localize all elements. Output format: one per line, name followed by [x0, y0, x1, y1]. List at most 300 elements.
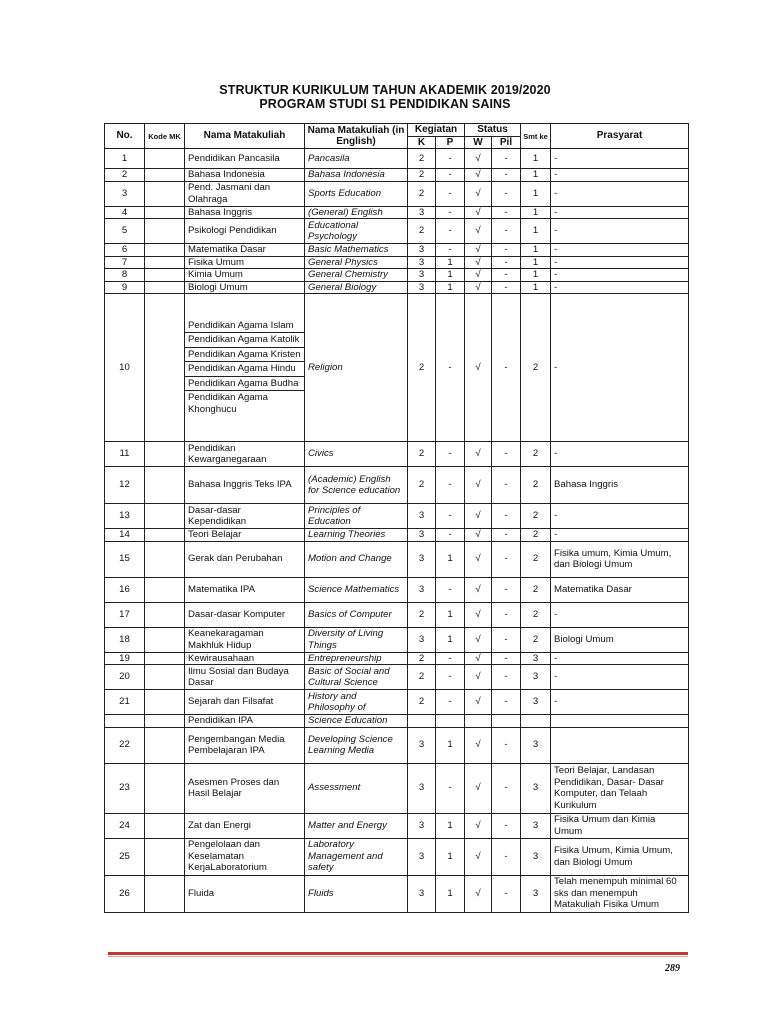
course-name-line: Biologi Umum — [188, 281, 248, 293]
curriculum-table — [104, 123, 689, 913]
status-pil: - — [492, 690, 521, 715]
course-code — [145, 627, 185, 652]
row-number: 26 — [105, 875, 145, 912]
credit-k: 2 — [408, 652, 436, 665]
status-pil: - — [492, 442, 521, 467]
status-w: √ — [465, 269, 492, 282]
course-name-english: Basic Mathematics — [305, 244, 408, 257]
course-code — [145, 763, 185, 813]
status-pil: - — [492, 149, 521, 169]
credit-k: 3 — [408, 838, 436, 875]
course-code — [145, 244, 185, 257]
semester: 3 — [521, 665, 551, 690]
course-name — [185, 838, 305, 875]
course-name-line: Psikologi Pendidikan — [188, 225, 277, 237]
credit-p: - — [436, 206, 465, 219]
semester: 2 — [521, 541, 551, 577]
footer-divider — [108, 952, 688, 955]
course-name-english: Pancasila — [305, 149, 408, 169]
semester: 3 — [521, 690, 551, 715]
status-pil: - — [492, 181, 521, 206]
prerequisite: Fisika Umum dan Kimia Umum — [551, 813, 689, 838]
header-kode-mk: Kode MK — [145, 124, 185, 149]
course-code — [145, 206, 185, 219]
course-name-english: Basic of Social and Cultural Science — [305, 665, 408, 690]
status-w: √ — [465, 541, 492, 577]
course-name-english: General Biology — [305, 281, 408, 294]
course-name-line: Pendidikan Pancasila — [188, 152, 280, 164]
prerequisite: - — [551, 504, 689, 529]
credit-p: - — [436, 294, 465, 442]
course-code — [145, 504, 185, 529]
course-name — [185, 281, 305, 294]
status-pil: - — [492, 206, 521, 219]
course-name-line: Bahasa Indonesia — [188, 169, 265, 180]
status-pil: - — [492, 169, 521, 182]
semester: 3 — [521, 763, 551, 813]
credit-k: 3 — [408, 727, 436, 763]
row-number: 5 — [105, 219, 145, 244]
table-row — [105, 169, 689, 182]
course-name — [185, 763, 305, 813]
table-row — [105, 602, 689, 627]
course-code — [145, 281, 185, 294]
status-w: √ — [465, 169, 492, 182]
course-name-line: Pendidikan Agama Katolik — [185, 333, 305, 348]
credit-p: 1 — [436, 256, 465, 269]
status-pil: - — [492, 244, 521, 257]
status-w: √ — [465, 442, 492, 467]
status-w: √ — [465, 206, 492, 219]
course-name-line: Pendidikan Agama Islam — [185, 319, 305, 334]
table-row — [105, 281, 689, 294]
course-name-english: Learning Theories — [305, 529, 408, 542]
prerequisite: Matematika Dasar — [551, 577, 689, 602]
course-name-line: Pendidikan Agama Khonghucu — [188, 392, 269, 415]
row-number: 20 — [105, 665, 145, 690]
semester: 2 — [521, 467, 551, 504]
course-name — [185, 467, 305, 504]
prerequisite: - — [551, 269, 689, 282]
semester: 3 — [521, 652, 551, 665]
header-no: No. — [105, 124, 145, 149]
course-name — [185, 690, 305, 715]
semester: 2 — [521, 602, 551, 627]
course-code — [145, 294, 185, 442]
course-name — [185, 602, 305, 627]
prerequisite: Biologi Umum — [551, 627, 689, 652]
course-name-english: Sports Education — [305, 181, 408, 206]
credit-p: - — [436, 219, 465, 244]
credit-p: 1 — [436, 541, 465, 577]
course-code — [145, 602, 185, 627]
status-w: √ — [465, 652, 492, 665]
status-pil — [492, 715, 521, 728]
header-prasyarat: Prasyarat — [551, 124, 689, 149]
course-name-line: Kewirausahaan — [188, 652, 255, 664]
course-code — [145, 169, 185, 182]
credit-k: 2 — [408, 665, 436, 690]
credit-k: 3 — [408, 577, 436, 602]
course-code — [145, 813, 185, 838]
course-name-english: Motion and Change — [305, 541, 408, 577]
status-w: √ — [465, 665, 492, 690]
course-name-line: Dasar-dasar Kependidikan — [188, 504, 247, 527]
course-name — [185, 169, 305, 182]
prerequisite: - — [551, 181, 689, 206]
course-name-line: Sejarah dan Filsafat — [188, 696, 274, 708]
status-pil: - — [492, 652, 521, 665]
course-name — [185, 665, 305, 690]
table-row — [105, 652, 689, 665]
status-w: √ — [465, 813, 492, 838]
row-number: 23 — [105, 763, 145, 813]
status-w: √ — [465, 602, 492, 627]
prerequisite: - — [551, 281, 689, 294]
status-w: √ — [465, 281, 492, 294]
document-subtitle: PROGRAM STUDI S1 PENDIDIKAN SAINS — [259, 97, 511, 111]
course-code — [145, 149, 185, 169]
credit-p: - — [436, 665, 465, 690]
credit-k: 2 — [408, 149, 436, 169]
row-number: 17 — [105, 602, 145, 627]
semester: 1 — [521, 206, 551, 219]
credit-k: 2 — [408, 602, 436, 627]
course-name-line: Pendidikan Agama Hindu — [185, 362, 305, 377]
credit-p: - — [436, 529, 465, 542]
course-name — [185, 652, 305, 665]
status-w: √ — [465, 256, 492, 269]
course-name-english: Bahasa Indonesia — [305, 169, 408, 182]
course-name-line: Asesmen Proses dan Hasil Belajar — [188, 776, 280, 799]
course-name-line: Zat dan Energi — [188, 819, 251, 831]
course-name-line: Teori Belajar — [188, 529, 242, 540]
table-row — [105, 763, 689, 813]
semester: 3 — [521, 875, 551, 912]
prerequisite: - — [551, 206, 689, 219]
status-pil: - — [492, 219, 521, 244]
table-body — [105, 149, 689, 913]
semester: 1 — [521, 219, 551, 244]
table-row — [105, 181, 689, 206]
course-name — [185, 529, 305, 542]
semester: 1 — [521, 244, 551, 257]
course-name-english: Assessment — [305, 763, 408, 813]
table-row — [105, 813, 689, 838]
status-pil: - — [492, 763, 521, 813]
course-code — [145, 541, 185, 577]
prerequisite: - — [551, 652, 689, 665]
prerequisite: Bahasa Inggris — [551, 467, 689, 504]
course-name-line: Fisika Umum — [188, 256, 244, 268]
credit-p — [436, 715, 465, 728]
course-name-english: Religion — [305, 294, 408, 442]
status-w: √ — [465, 219, 492, 244]
credit-k: 2 — [408, 442, 436, 467]
status-pil: - — [492, 269, 521, 282]
course-name — [185, 219, 305, 244]
course-name — [185, 577, 305, 602]
status-w: √ — [465, 875, 492, 912]
course-name — [185, 715, 305, 728]
row-number: 25 — [105, 838, 145, 875]
credit-k: 3 — [408, 244, 436, 257]
course-name-english: (Academic) English for Science education — [305, 467, 408, 504]
row-number: 22 — [105, 727, 145, 763]
table-row — [105, 219, 689, 244]
table-row — [105, 206, 689, 219]
course-code — [145, 529, 185, 542]
course-name-english: Diversity of Living Things — [305, 627, 408, 652]
credit-p: 1 — [436, 838, 465, 875]
credit-k: 3 — [408, 256, 436, 269]
credit-p: - — [436, 181, 465, 206]
course-name — [185, 181, 305, 206]
credit-p: 1 — [436, 727, 465, 763]
credit-k: 3 — [408, 541, 436, 577]
prerequisite: - — [551, 244, 689, 257]
credit-k: 3 — [408, 529, 436, 542]
status-pil: - — [492, 504, 521, 529]
table-row — [105, 294, 689, 442]
status-pil: - — [492, 875, 521, 912]
header-status: Status — [465, 124, 521, 137]
table-row — [105, 541, 689, 577]
credit-k: 3 — [408, 763, 436, 813]
semester: 2 — [521, 294, 551, 442]
course-name-line: Pendidikan Agama Budha — [185, 377, 305, 392]
course-code — [145, 442, 185, 467]
credit-p: - — [436, 690, 465, 715]
course-name-english: General Physics — [305, 256, 408, 269]
row-number: 1 — [105, 149, 145, 169]
course-code — [145, 181, 185, 206]
table-row — [105, 467, 689, 504]
table-row — [105, 244, 689, 257]
credit-k: 3 — [408, 875, 436, 912]
status-pil: - — [492, 577, 521, 602]
table-row — [105, 627, 689, 652]
prerequisite: - — [551, 149, 689, 169]
course-name-line: Pend. Jasmani dan Olahraga — [188, 182, 271, 205]
credit-p: - — [436, 169, 465, 182]
course-name-line: Kimia Umum — [188, 269, 243, 280]
course-code — [145, 467, 185, 504]
course-name — [185, 504, 305, 529]
prerequisite: - — [551, 529, 689, 542]
course-code — [145, 652, 185, 665]
course-name — [185, 627, 305, 652]
prerequisite: Fisika umum, Kimia Umum, dan Biologi Umum — [551, 541, 689, 577]
row-number: 21 — [105, 690, 145, 715]
course-name — [185, 442, 305, 467]
row-number: 18 — [105, 627, 145, 652]
row-number: 19 — [105, 652, 145, 665]
course-code — [145, 690, 185, 715]
credit-k: 3 — [408, 627, 436, 652]
semester — [521, 715, 551, 728]
semester: 2 — [521, 529, 551, 542]
credit-p: - — [436, 244, 465, 257]
semester: 3 — [521, 813, 551, 838]
status-pil: - — [492, 529, 521, 542]
semester: 1 — [521, 269, 551, 282]
row-number: 16 — [105, 577, 145, 602]
status-pil: - — [492, 541, 521, 577]
row-number: 9 — [105, 281, 145, 294]
course-code — [145, 715, 185, 728]
course-code — [145, 269, 185, 282]
status-w: √ — [465, 763, 492, 813]
table-row — [105, 256, 689, 269]
credit-k: 2 — [408, 294, 436, 442]
course-name-english: General Chemistry — [305, 269, 408, 282]
prerequisite: - — [551, 294, 689, 442]
page-number: 289 — [665, 963, 680, 974]
status-w: √ — [465, 690, 492, 715]
credit-k: 3 — [408, 269, 436, 282]
prerequisite: - — [551, 442, 689, 467]
status-pil: - — [492, 627, 521, 652]
course-name — [185, 541, 305, 577]
header-k: K — [408, 136, 436, 149]
course-name-english: (General) English — [305, 206, 408, 219]
course-name-english: Basics of Computer — [305, 602, 408, 627]
status-pil: - — [492, 467, 521, 504]
credit-p: 1 — [436, 875, 465, 912]
credit-k: 2 — [408, 467, 436, 504]
table-row — [105, 269, 689, 282]
credit-k: 2 — [408, 169, 436, 182]
status-w: √ — [465, 181, 492, 206]
course-name — [185, 269, 305, 282]
course-code — [145, 875, 185, 912]
header-nama-english: Nama Matakuliah (in English) — [305, 124, 408, 149]
header-nama-matakuliah: Nama Matakuliah — [185, 124, 305, 149]
course-name-english: Developing Science Learning Media — [305, 727, 408, 763]
credit-k: 3 — [408, 281, 436, 294]
course-name-line: Bahasa Inggris — [188, 206, 252, 218]
credit-k: 2 — [408, 690, 436, 715]
credit-k: 3 — [408, 813, 436, 838]
course-code — [145, 727, 185, 763]
course-name-english: Civics — [305, 442, 408, 467]
course-name — [185, 256, 305, 269]
semester: 1 — [521, 149, 551, 169]
course-code — [145, 838, 185, 875]
status-pil: - — [492, 256, 521, 269]
credit-p: - — [436, 442, 465, 467]
table-row — [105, 690, 689, 715]
credit-p: - — [436, 763, 465, 813]
course-name-english: History and Philosophy of — [305, 690, 408, 715]
credit-k: 2 — [408, 181, 436, 206]
status-w: √ — [465, 727, 492, 763]
course-name-english: Entrepreneurship — [305, 652, 408, 665]
course-name-line: Matematika IPA — [188, 583, 256, 595]
course-name-line: Pengelolaan dan Keselamatan KerjaLaboratorium — [188, 839, 267, 874]
course-code — [145, 665, 185, 690]
course-name-line: Ilmu Sosial dan Budaya Dasar — [188, 665, 289, 688]
table-row — [105, 715, 689, 728]
status-w: √ — [465, 504, 492, 529]
prerequisite: Telah menempuh minimal 60 sks dan menempuh Matakuliah Fisika Umum — [551, 875, 689, 912]
course-name-english: Fluids — [305, 875, 408, 912]
course-name-line: Pengembangan Media Pembelajaran IPA — [188, 733, 285, 756]
status-w: √ — [465, 577, 492, 602]
course-name — [185, 875, 305, 912]
status-pil: - — [492, 665, 521, 690]
credit-k: 3 — [408, 504, 436, 529]
document-title: STRUKTUR KURIKULUM TAHUN AKADEMIK 2019/2020 — [219, 83, 551, 97]
row-number: 13 — [105, 504, 145, 529]
course-name-line: Fluida — [188, 887, 215, 899]
prerequisite: Teori Belajar, Landasan Pendidikan, Dasar- Dasar Komputer, dan Telaah Kurikulum — [551, 763, 689, 813]
semester: 1 — [521, 169, 551, 182]
footer-divider-shadow — [108, 956, 688, 957]
course-name-line: Pendidikan Kewarganegaraan — [188, 442, 267, 465]
row-number: 4 — [105, 206, 145, 219]
course-name-line: Pendidikan IPA — [188, 715, 253, 726]
prerequisite: - — [551, 690, 689, 715]
prerequisite: - — [551, 256, 689, 269]
status-pil: - — [492, 838, 521, 875]
course-name-english: Science Mathematics — [305, 577, 408, 602]
course-code — [145, 219, 185, 244]
course-name-line: Gerak dan Perubahan — [188, 553, 283, 565]
table-row — [105, 665, 689, 690]
status-w: √ — [465, 244, 492, 257]
credit-k: 2 — [408, 219, 436, 244]
course-name — [185, 727, 305, 763]
header-pil: Pil — [492, 136, 521, 149]
header-kegiatan: Kegiatan — [408, 124, 465, 137]
row-number: 7 — [105, 256, 145, 269]
header-smt-ke: Smt ke — [521, 124, 551, 149]
status-pil: - — [492, 294, 521, 442]
header-w: W — [465, 136, 492, 149]
semester: 1 — [521, 256, 551, 269]
semester: 3 — [521, 838, 551, 875]
prerequisite: - — [551, 602, 689, 627]
credit-k — [408, 715, 436, 728]
status-w: √ — [465, 627, 492, 652]
table-row — [105, 727, 689, 763]
row-number: 12 — [105, 467, 145, 504]
course-code — [145, 256, 185, 269]
prerequisite: - — [551, 219, 689, 244]
course-name-english: Laboratory Management and safety — [305, 838, 408, 875]
row-number: 6 — [105, 244, 145, 257]
row-number: 11 — [105, 442, 145, 467]
header-p: P — [436, 136, 465, 149]
semester: 2 — [521, 577, 551, 602]
credit-p: 1 — [436, 269, 465, 282]
credit-k: 3 — [408, 206, 436, 219]
semester: 2 — [521, 442, 551, 467]
prerequisite: - — [551, 169, 689, 182]
row-number: 2 — [105, 169, 145, 182]
semester: 1 — [521, 181, 551, 206]
row-number: 8 — [105, 269, 145, 282]
status-pil: - — [492, 602, 521, 627]
status-pil: - — [492, 813, 521, 838]
table-row — [105, 529, 689, 542]
course-name — [185, 294, 305, 442]
table-row — [105, 504, 689, 529]
credit-p: 1 — [436, 627, 465, 652]
course-name-english: Educational Psychology — [305, 219, 408, 244]
